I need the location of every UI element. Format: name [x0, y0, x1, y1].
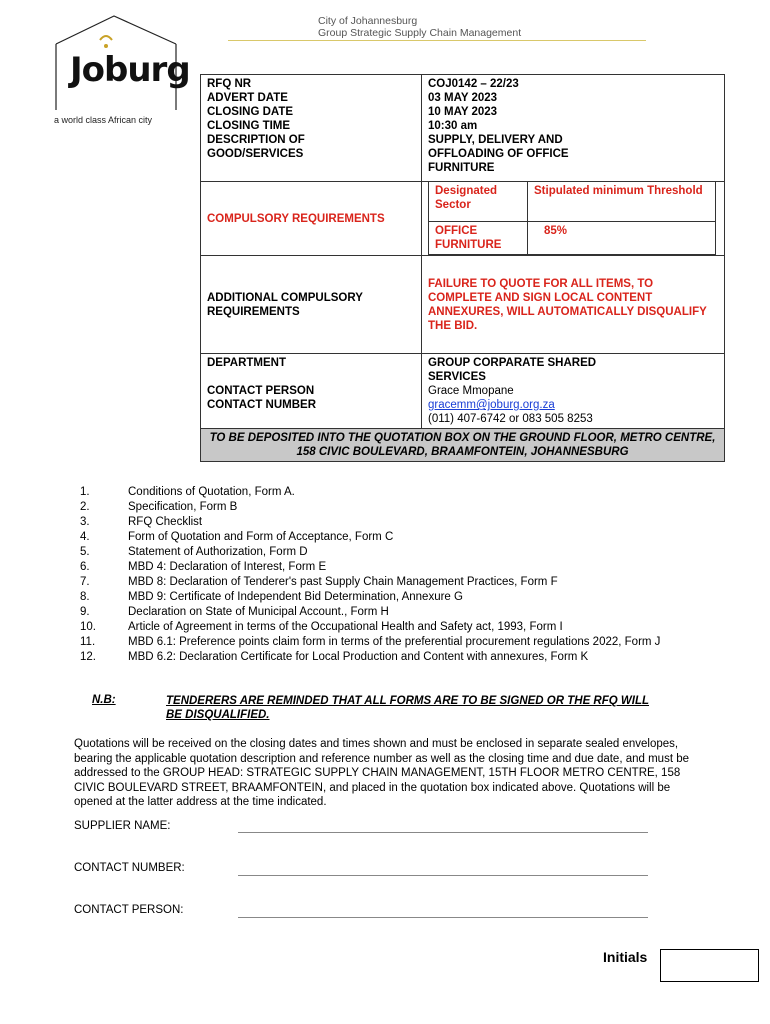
compulsory-label: COMPULSORY REQUIREMENTS: [201, 182, 422, 256]
list-item-number: 10.: [80, 621, 96, 633]
forms-list: [80, 485, 710, 665]
nb-notice: [92, 694, 650, 721]
list-item-text: MBD 6.2: Declaration Certificate for Local Production and Content with annexures, Form K: [128, 651, 589, 663]
threshold-table: [428, 181, 716, 255]
threshold-value: 85%: [528, 222, 716, 255]
contact-phone: (011) 407-6742 or 083 505 8253: [428, 413, 593, 425]
list-item-number: 12.: [80, 651, 96, 663]
list-item-text: MBD 4: Declaration of Interest, Form E: [128, 561, 327, 573]
list-item-number: 9.: [80, 606, 90, 618]
description-label: DESCRIPTION OF GOOD/SERVICES: [207, 134, 305, 160]
additional-requirements-label: ADDITIONAL COMPULSORY REQUIREMENTS: [201, 256, 422, 354]
list-item-text: MBD 8: Declaration of Tenderer's past Supply Chain Management Practices, Form F: [128, 576, 558, 588]
advert-date-value: 03 MAY 2023: [428, 92, 498, 104]
list-item-number: 11.: [80, 636, 96, 648]
document-header: [318, 15, 521, 39]
logo-wordmark: Joburg: [70, 50, 190, 90]
list-item: [80, 485, 710, 500]
list-item-number: 4.: [80, 531, 90, 543]
list-item: [80, 650, 710, 665]
advert-date-label: ADVERT DATE: [207, 92, 288, 104]
department-value: GROUP CORPARATE SHARED SERVICES: [428, 357, 597, 383]
submission-instructions: Quotations will be received on the closing dates and times shown and must be enclosed in separate sealed envelopes, bearing the applicable quotation description and reference number as well as the closing time and due date, and must be addressed to the GROUP HEAD: STRATEGIC SUPPLY CHAIN MANAGEMENT, 15TH FLOOR METRO CENTRE, 158 CIVIC BOULEVARD STREET, BRAAMFONTEIN, and placed in the quotation box indicated above. Quotations will be opened at the latter address at the time indicated.: [74, 738, 690, 808]
list-item-text: Declaration on State of Municipal Account., Form H: [128, 606, 389, 618]
description-value: SUPPLY, DELIVERY AND OFFLOADING OF OFFICE FURNITURE: [428, 134, 569, 174]
list-item: [80, 515, 710, 530]
deposit-note: TO BE DEPOSITED INTO THE QUOTATION BOX ON THE GROUND FLOOR, METRO CENTRE, 158 CIVIC BOULEVARD, BRAAMFONTEIN, JOHANNESBURG: [201, 429, 725, 462]
list-item-number: 6.: [80, 561, 90, 573]
list-item-number: 1.: [80, 486, 90, 498]
rfq-details-table: [200, 74, 725, 462]
org-name: City of Johannesburg: [318, 15, 418, 27]
additional-requirements-value: FAILURE TO QUOTE FOR ALL ITEMS, TO COMPLETE AND SIGN LOCAL CONTENT ANNEXURES, WILL AUTOMATICALLY DISQUALIFY THE BID.: [422, 256, 725, 354]
supplier-name-label: SUPPLIER NAME:: [74, 820, 171, 832]
list-item-number: 3.: [80, 516, 90, 528]
threshold-header: Stipulated minimum Threshold: [528, 182, 716, 222]
sector-value: OFFICE FURNITURE: [429, 222, 528, 255]
list-item-number: 5.: [80, 546, 90, 558]
list-item-text: Article of Agreement in terms of the Occupational Health and Safety act, 1993, Form I: [128, 621, 563, 633]
list-item: [80, 590, 710, 605]
list-item-number: 8.: [80, 591, 90, 603]
rfq-values: [422, 75, 725, 182]
initials-box[interactable]: [660, 949, 759, 982]
contact-number-label: CONTACT NUMBER: [207, 399, 317, 411]
closing-time-label: CLOSING TIME: [207, 120, 291, 132]
list-item: [80, 560, 710, 575]
list-item-text: Specification, Form B: [128, 501, 238, 513]
sector-header: Designated Sector: [429, 182, 528, 222]
contact-number-field-label: CONTACT NUMBER:: [74, 862, 185, 874]
supplier-name-line[interactable]: [238, 832, 648, 833]
rfq-number-label: RFQ NR: [207, 78, 252, 90]
list-item: [80, 605, 710, 620]
closing-time-value: 10:30 am: [428, 120, 478, 132]
list-item-text: RFQ Checklist: [128, 516, 203, 528]
list-item-text: MBD 6.1: Preference points claim form in terms of the preferential procurement regulations 2022, Form J: [128, 636, 661, 648]
contact-person-label: CONTACT PERSON: [207, 385, 315, 397]
list-item: [80, 530, 710, 545]
contact-person-value: Grace Mmopane: [428, 385, 514, 397]
department-label: DEPARTMENT: [207, 357, 287, 369]
contact-email-link[interactable]: gracemm@joburg.org.za: [428, 399, 555, 411]
org-department: Group Strategic Supply Chain Management: [318, 27, 522, 39]
list-item: [80, 545, 710, 560]
list-item-text: Form of Quotation and Form of Acceptance, Form C: [128, 531, 394, 543]
list-item-number: 7.: [80, 576, 90, 588]
contact-person-line[interactable]: [238, 917, 648, 918]
nb-label: N.B:: [92, 694, 116, 706]
rfq-labels: [201, 75, 422, 182]
contact-number-line[interactable]: [238, 875, 648, 876]
list-item: [80, 635, 710, 650]
list-item-number: 2.: [80, 501, 90, 513]
list-item: [80, 500, 710, 515]
nb-text: TENDERERS ARE REMINDED THAT ALL FORMS ARE TO BE SIGNED OR THE RFQ WILL BE DISQUALIFIED.: [166, 695, 650, 721]
contact-person-field-label: CONTACT PERSON:: [74, 904, 184, 916]
contact-values: [422, 354, 725, 429]
logo-tagline: a world class African city: [54, 115, 153, 125]
header-rule: [228, 40, 646, 41]
closing-date-label: CLOSING DATE: [207, 106, 294, 118]
list-item-text: MBD 9: Certificate of Independent Bid Determination, Annexure G: [128, 591, 463, 603]
list-item-text: Statement of Authorization, Form D: [128, 546, 308, 558]
rfq-number-value: COJ0142 – 22/23: [428, 78, 519, 90]
contact-labels: [201, 354, 422, 429]
list-item-text: Conditions of Quotation, Form A.: [128, 486, 295, 498]
closing-date-value: 10 MAY 2023: [428, 106, 498, 118]
list-item: [80, 575, 710, 590]
initials-label: Initials: [603, 949, 648, 965]
list-item: [80, 620, 710, 635]
